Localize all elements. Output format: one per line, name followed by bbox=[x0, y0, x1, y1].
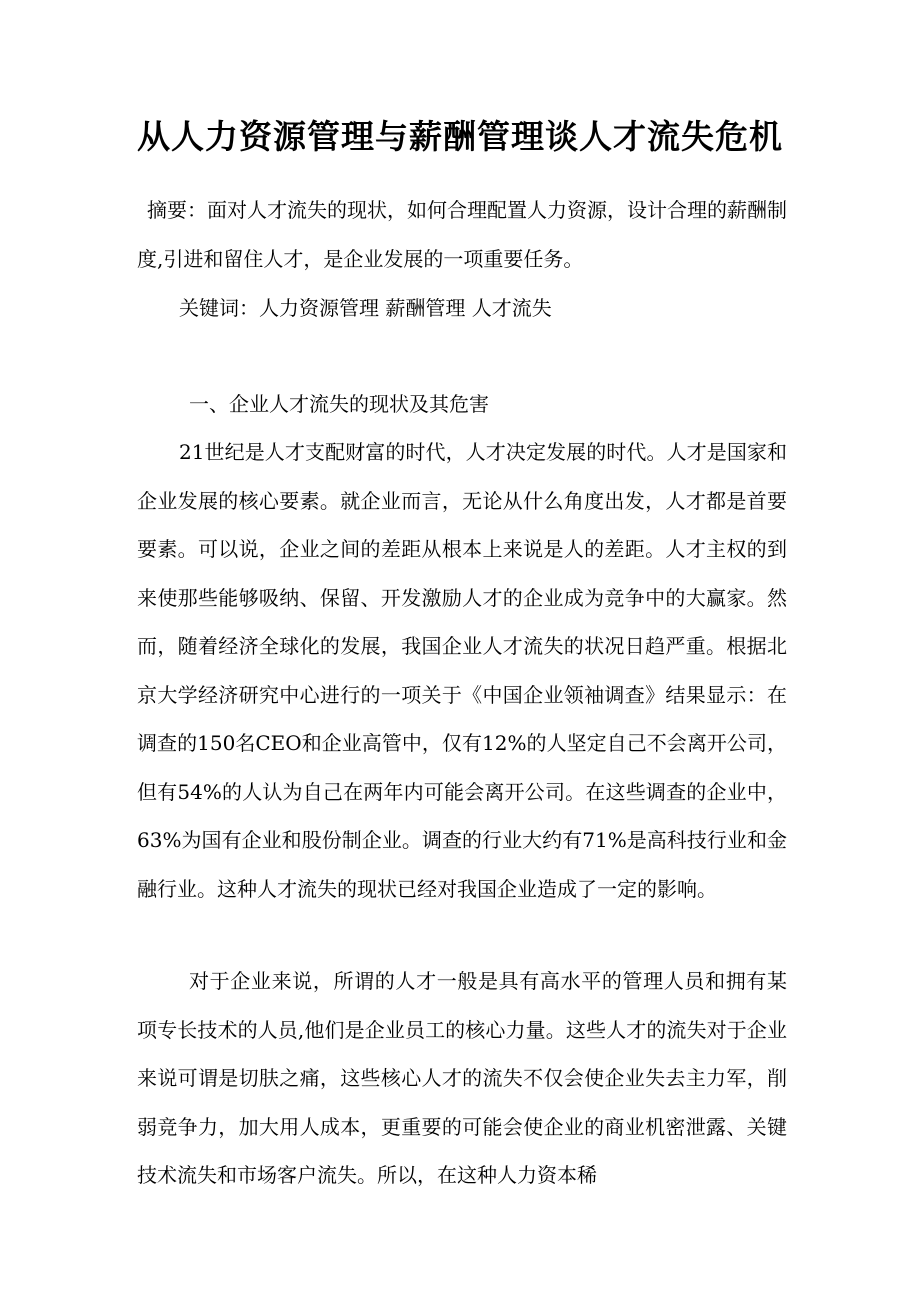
body-paragraph-1: 21世纪是人才支配财富的时代，人才决定发展的时代。人才是国家和企业发展的核心要素。就企业而言，无论从什么角度出发，人才都是首要要素。可以说，企业之间的差距从根本上来说是人的差距。人才主权的到来使那些能够吸纳、保留、开发激励人才的企业成为竞争中的大赢家。然而，随着经济全球化的发展，我国企业人才流失的状况日趋严重。根据北京大学经济研究中心进行的一项关于《中国企业领袖调查》结果显示：在调查的150名CEO和企业高管中，仅有12%的人坚定自己不会离开公司，但有54%的人认为自己在两年内可能会离开公司。在这些调查的企业中，63%为国有企业和股份制企业。调查的行业大约有71%是高科技行业和金融行业。这种人才流失的现状已经对我国企业造成了一定的影响。 bbox=[137, 440, 787, 901]
section-heading: 一、企业人才流失的现状及其危害 bbox=[189, 392, 489, 416]
keywords-line: 关键词：人力资源管理 薪酬管理 人才流失 bbox=[179, 296, 552, 320]
abstract-paragraph: 摘要：面对人才流失的现状，如何合理配置人力资源，设计合理的薪酬制度,引进和留住人才，是企业发展的一项重要任务。 bbox=[137, 198, 787, 271]
body-paragraph-2: 对于企业来说，所谓的人才一般是具有高水平的管理人员和拥有某项专长技术的人员,他们是企业员工的核心力量。这些人才的流失对于企业来说可谓是切肤之痛，这些核心人才的流失不仅会使企业失去主力军，削弱竞争力，加大用人成本，更重要的可能会使企业的商业机密泄露、关键技术流失和市场客户流失。所以，在这种人力资本稀 bbox=[137, 969, 787, 1187]
document-title: 从人力资源管理与薪酬管理谈人才流失危机 bbox=[137, 117, 783, 156]
